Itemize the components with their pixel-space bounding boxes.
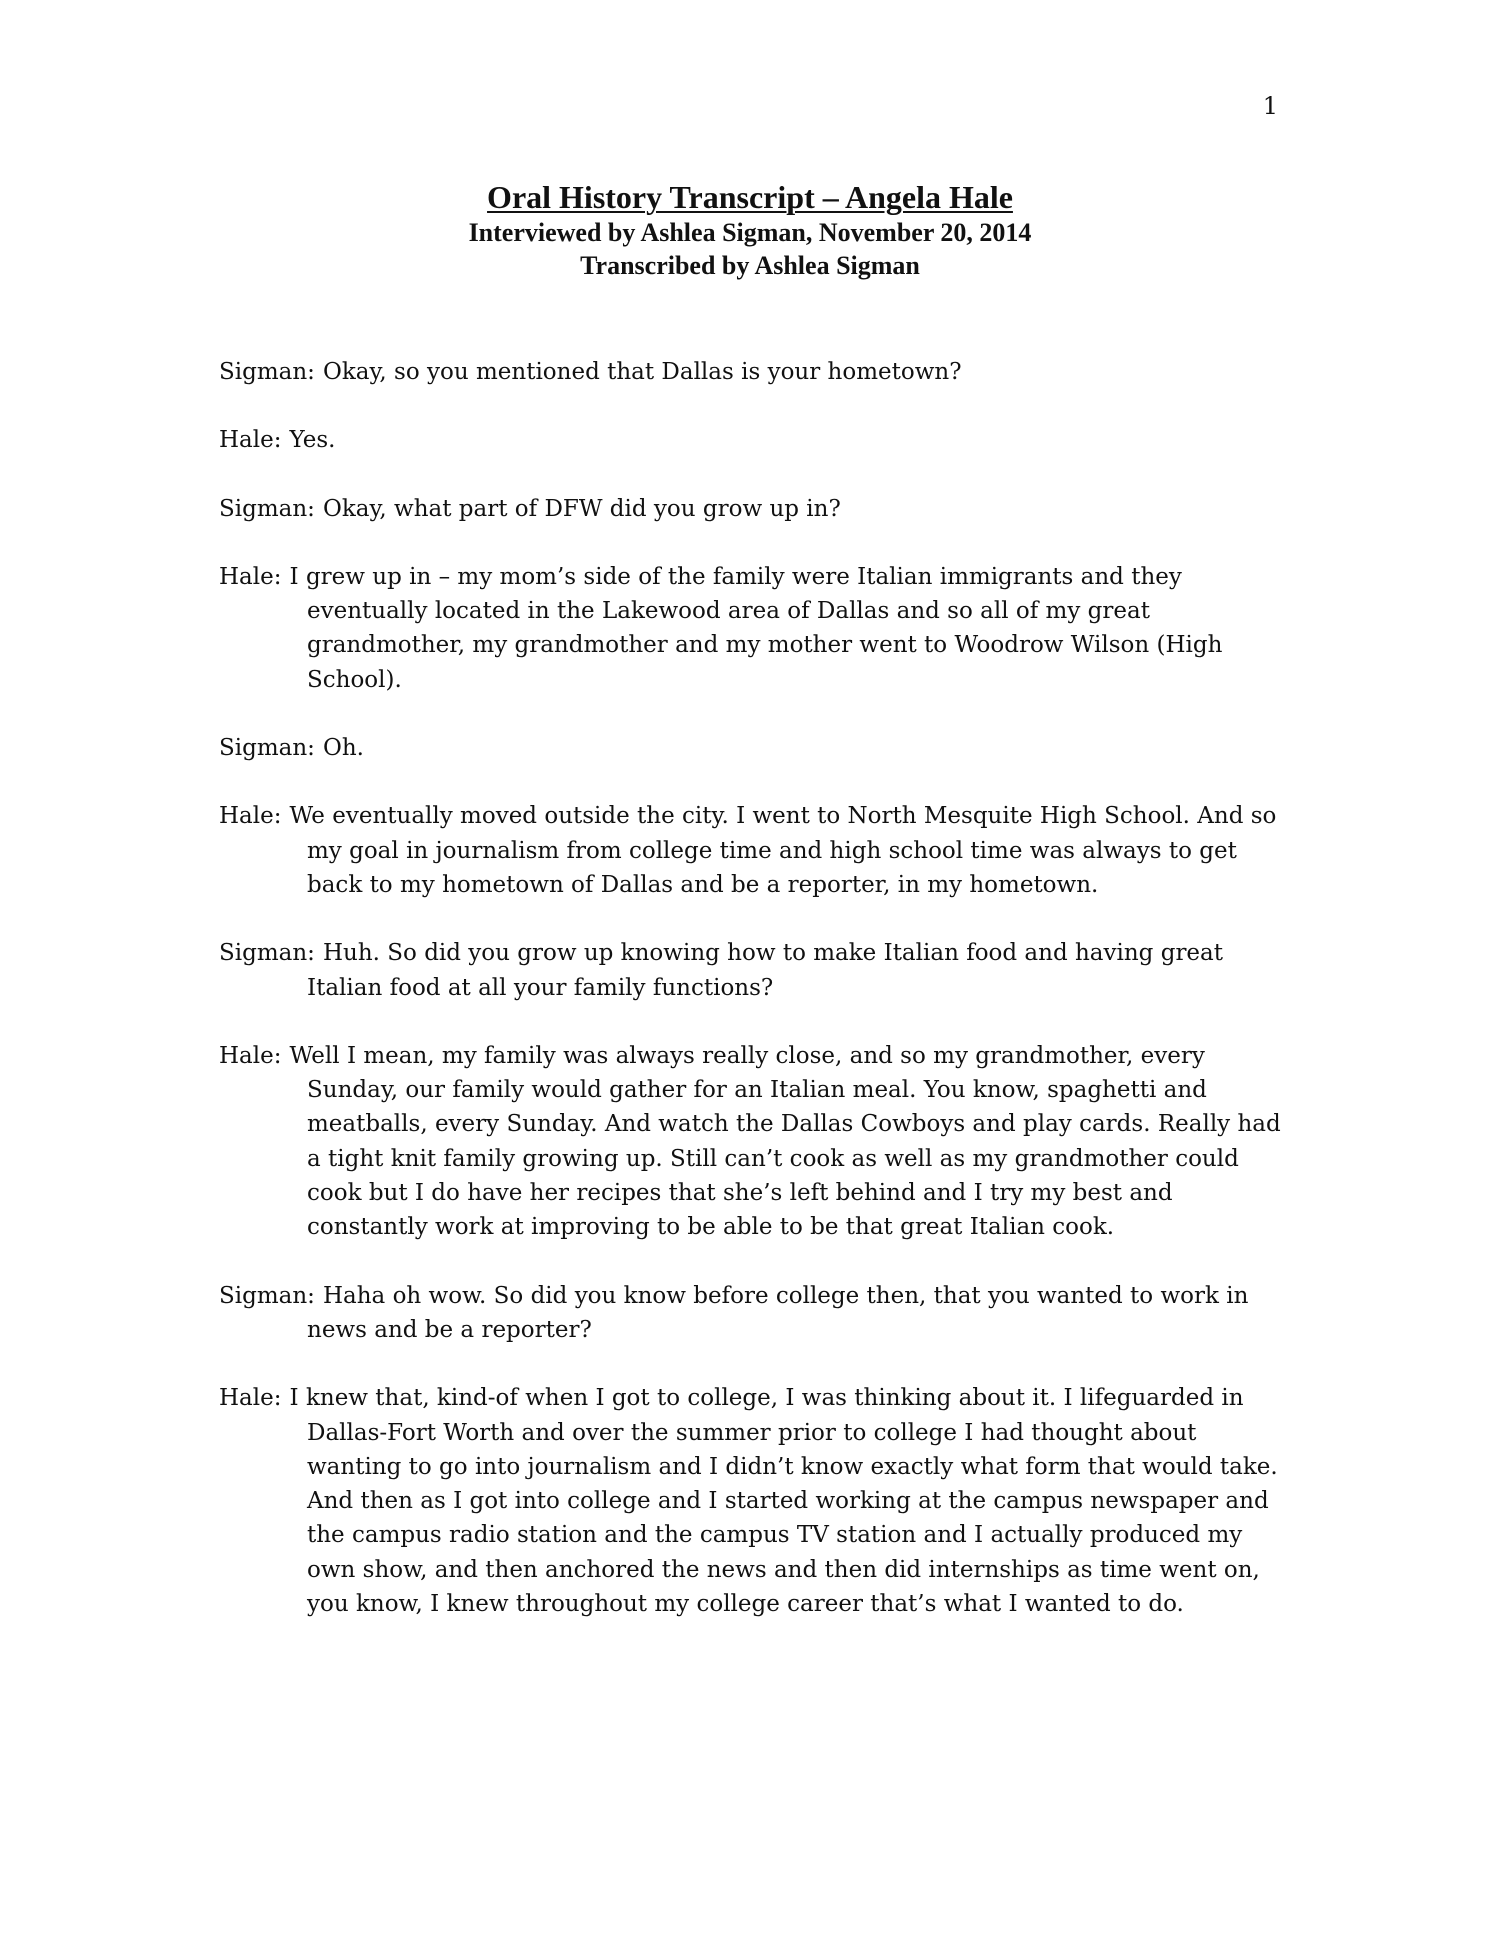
speaker-label: Sigman: xyxy=(219,735,315,762)
transcript-entry xyxy=(219,355,1289,389)
speaker-label: Hale: xyxy=(219,803,282,830)
speaker-label: Hale: xyxy=(219,1042,282,1069)
transcript-header xyxy=(0,178,1500,282)
entry-text: Huh. So did you grow up knowing how to make Italian food and having great Italian food at all your family functions? xyxy=(307,940,1224,1001)
entry-text: Well I mean, my family was always really close, and so my grandmother, every Sunday, our family would gather for an Italian meal. You know, spaghetti and meatballs, every Sunday. And watch the Dallas Cowboys and play cards. Really had a tight knit family growing up. Still can’t cook as well as my grandmother could cook but I do have her recipes that she’s left behind and I try my best and constantly work at improving to be able to be that great Italian cook. xyxy=(289,1042,1281,1241)
entry-text: Haha oh wow. So did you know before college then, that you wanted to work in news and be a reporter? xyxy=(307,1282,1249,1343)
transcript-body xyxy=(219,355,1289,1655)
transcript-entry xyxy=(219,936,1289,1005)
entry-text: We eventually moved outside the city. I went to North Mesquite High School. And so my goal in journalism from college time and high school time was always to get back to my hometown of Dallas and be a reporter, in my hometown. xyxy=(289,803,1277,898)
speaker-label: Hale: xyxy=(219,427,282,454)
entry-text: I grew up in – my mom’s side of the family were Italian immigrants and they eventually located in the Lakewood area of Dallas and so all of my great grandmother, my grandmother and my mother went to Woodrow Wilson (High School). xyxy=(289,563,1223,693)
speaker-label: Sigman: xyxy=(219,1282,315,1309)
entry-text: Okay, what part of DFW did you grow up in? xyxy=(322,495,841,522)
page-number: 1 xyxy=(1262,92,1278,120)
speaker-label: Sigman: xyxy=(219,359,315,385)
transcript-entry xyxy=(219,799,1289,902)
entry-text: Yes. xyxy=(289,427,336,454)
entry-text: Oh. xyxy=(322,735,364,762)
speaker-label: Hale: xyxy=(219,1385,282,1412)
transcript-entry xyxy=(219,1039,1289,1245)
transcript-entry xyxy=(219,1279,1289,1348)
interview-line: Interviewed by Ashlea Sigman, November 20, 2014 xyxy=(468,218,1032,247)
speaker-label: Sigman: xyxy=(219,495,315,522)
transcript-entry xyxy=(219,423,1289,457)
transcript-title: Oral History Transcript – Angela Hale xyxy=(487,179,1013,215)
entry-text: Okay, so you mentioned that Dallas is your hometown? xyxy=(322,359,962,385)
entry-text: I knew that, kind-of when I got to college, I was thinking about it. I lifeguarded in Dallas-Fort Worth and over the summer prior to college I had thought about wanting to go into journalism and I didn’t know exactly what form that would take. And then as I got into college and I started working at the campus newspaper and the campus radio station and the campus TV station and I actually produced my own show, and then anchored the news and then did internships as time went on, you know, I knew throughout my college career that’s what I wanted to do. xyxy=(289,1385,1278,1618)
transcript-entry xyxy=(219,1381,1289,1621)
transcript-entry xyxy=(219,731,1289,765)
speaker-label: Sigman: xyxy=(219,940,315,967)
transcriber-line: Transcribed by Ashlea Sigman xyxy=(580,251,920,280)
transcript-entry xyxy=(219,492,1289,526)
transcript-entry xyxy=(219,560,1289,697)
speaker-label: Hale: xyxy=(219,563,282,590)
